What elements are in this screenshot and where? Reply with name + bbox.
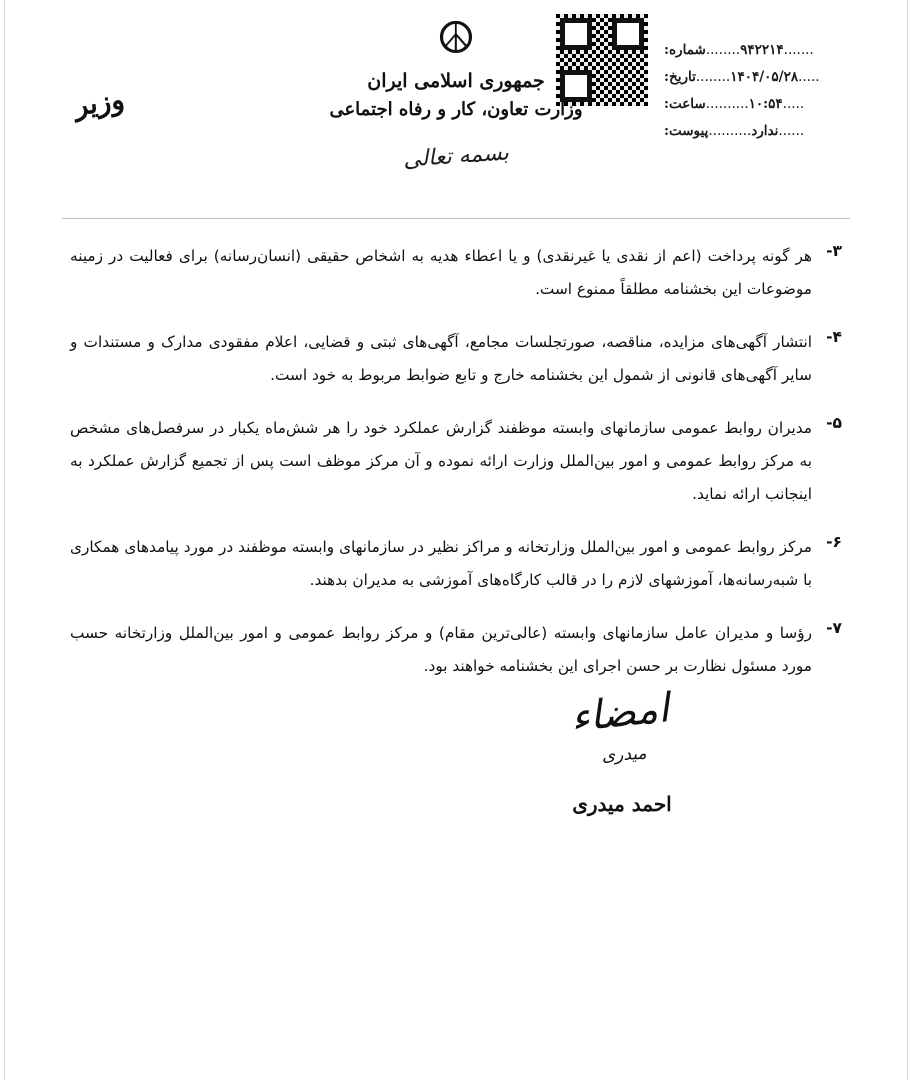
stamp-row-number [664, 42, 864, 58]
clause-list [70, 240, 842, 703]
clause-number: ۶- [826, 533, 842, 551]
signature-mark-sub: میدری [601, 743, 648, 767]
emblem-block [306, 13, 606, 173]
stamp-dots-leading-1: ..... [798, 69, 820, 85]
minister-label: وزیر [71, 82, 127, 123]
organization-line-2: وزارت تعاون، کار و رفاه اجتماعی [329, 99, 583, 120]
stamp-dots-leading-2: ..... [782, 96, 805, 112]
stamp-label-time: ساعت: [664, 96, 706, 112]
clause-text: انتشار آگهی‌های مزایده، مناقصه، صورتجلسات مجامع، آگهی‌های ثبتی و قضایی، اعلام مفقودی مدارک و مستندات و سایر آگهی‌های قانونی از شمول این بخشنامه خارج و تابع ضوابط مربوط به خود است. [70, 333, 812, 384]
basmala-handwriting: بسمه تعالی [402, 140, 510, 173]
clause-item [70, 412, 842, 511]
stamp-value-date: ۱۴۰۴/۰۵/۲۸ [730, 69, 799, 85]
stamp-value-number: ۹۴۲۲۱۴ [740, 42, 784, 58]
signature-block [512, 685, 732, 816]
clause-number: ۳- [826, 242, 842, 260]
iran-emblem-icon: ☮ [436, 13, 476, 64]
stamp-row-attachment [664, 123, 864, 139]
handwritten-signature-icon [508, 679, 736, 790]
stamp-dots-leading-0: ....... [783, 42, 814, 58]
clause-text: رؤسا و مدیران عامل سازمانهای وابسته (عالی‌ترین مقام) و مرکز روابط عمومی و امور بین‌الملل وزارتخانه حسب مورد مسئول نظارت بر حسن اجرای این بخشنامه خواهند بود. [70, 624, 812, 675]
clause-item [70, 240, 842, 306]
clause-number: ۷- [826, 619, 842, 637]
stamp-value-time: ۱۰:۵۴ [748, 96, 783, 112]
stamp-dots-0: ........ [705, 42, 741, 58]
header-divider [62, 218, 850, 219]
clause-item [70, 617, 842, 683]
stamp-row-time [664, 96, 864, 112]
stamp-label-attachment: پیوست: [664, 123, 709, 139]
clause-text: مدیران روابط عمومی سازمانهای وابسته موظفند گزارش عملکرد خود را هر شش‌ماه یکبار در سرفصل‌های مشخص به مرکز روابط عمومی و امور بین‌الملل وزارت ارائه نموده و آن مرکز موظف است پس از تجمیع گزارش عملکرد به اینجانب ارائه نماید. [70, 419, 812, 503]
stamp-value-attachment: ندارد [751, 123, 779, 139]
stamp-label-date: تاریخ: [664, 69, 696, 85]
stamp-dots-2: .......... [705, 96, 749, 112]
registration-stamp-block [664, 42, 864, 150]
clause-item [70, 326, 842, 392]
organization-line-1: جمهوری اسلامی ایران [367, 70, 545, 92]
clause-number: ۵- [826, 414, 842, 432]
stamp-dots-3: .......... [708, 123, 752, 139]
stamp-dots-1: ........ [695, 69, 731, 85]
clause-text: هر گونه پرداخت (اعم از نقدی یا غیرنقدی) و یا اعطاء هدیه به اشخاص حقیقی (انسان‌رسانه) برای فعالیت در زمینه موضوعات این بخشنامه مطلقاً ممنوع است. [70, 247, 812, 298]
stamp-label-number: شماره: [664, 42, 706, 58]
signatory-name: احمد میدری [572, 792, 672, 816]
signature-mark-text: امضاء [568, 685, 672, 742]
clause-item [70, 531, 842, 597]
letterhead [0, 0, 912, 218]
stamp-dots-leading-3: ...... [778, 123, 805, 139]
stamp-row-date [664, 69, 864, 85]
clause-number: ۴- [826, 328, 842, 346]
clause-text: مرکز روابط عمومی و امور بین‌الملل وزارتخانه و مراکز نظیر در سازمانهای وابسته موظفند در مورد پیامدهای همکاری با شبه‌رسانه‌ها، آموزشهای لازم را در قالب کارگاه‌های آموزشی به مدیران بدهند. [70, 538, 812, 589]
